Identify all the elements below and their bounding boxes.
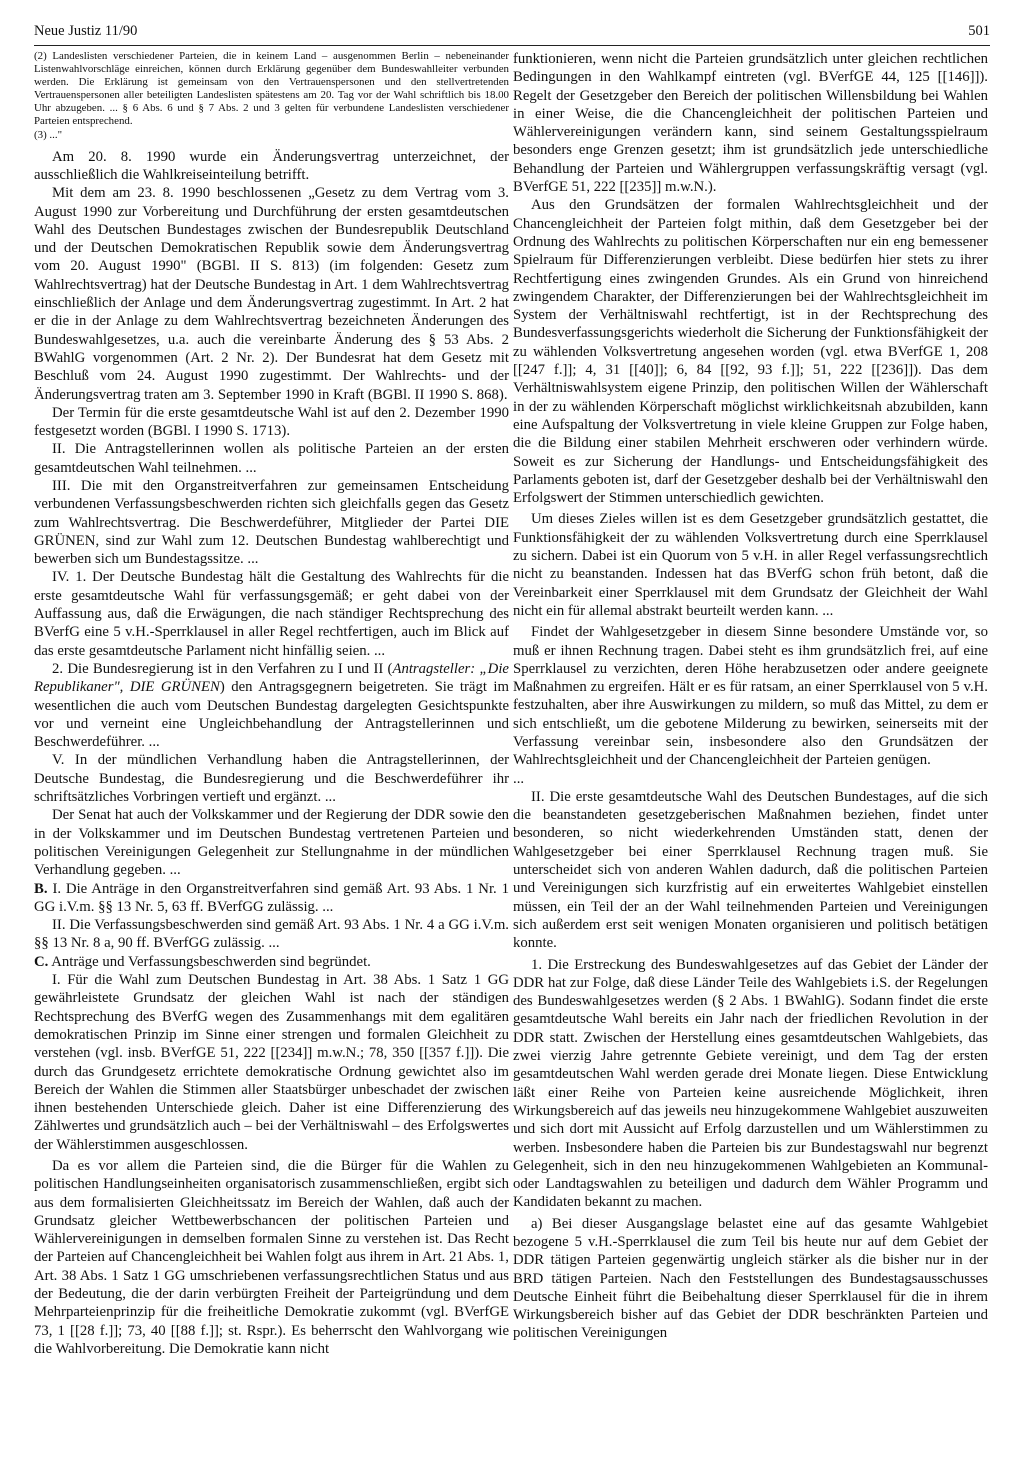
text-run: 2. Die Bundesregierung ist in den Verfahren zu I und II ( <box>52 660 393 677</box>
paragraph: III. Die mit den Organstreitverfahren zur gemeinsamen Entscheidung verbundenen Verfassungsbeschwerden richten sich gleichfalls gegen das Gesetz zum Wahlrechtsvertrag. Die Beschwerdeführer, Mitglieder der Partei DIE GRÜNEN, sind zur Wahl zum 12. Deutschen Bundestag wahlberechtigt und bewerben sich um Bundestagssitze. ... <box>34 478 509 568</box>
section-label: C. <box>34 953 49 970</box>
footnote-block <box>34 50 509 142</box>
paragraph <box>34 953 509 971</box>
footnote-3: (3) ..." <box>34 128 63 141</box>
paragraph: Findet der Wahlgesetzgeber in diesem Sinne besondere Umstände vor, so muß er ihnen Rechnung tragen. Dabei steht es ihm grundsätzlich frei, auf eine Sperrklausel zu verzichten, deren Höhe herabzusetzen oder andere geeignete Maßnahmen zu ergreifen. Hält er es für ratsam, an einer Sperrklausel von 5 v.H. festzuhalten, aber ihre Auswirkungen zu mildern, so muß das Mittel, zu dem er sich entschließt, um die gebotene Milderung zu bewirken, seinerseits mit der Verfassung vereinbar sein, insbesondere also den Grundsätzen der Wahlrechtsgleichheit und der Chancengleichheit der Parteien genügen. <box>513 624 988 769</box>
paragraph: II. Die erste gesamtdeutsche Wahl des Deutschen Bundestages, auf die sich die beanstandeten gesetzgeberischen Maßnahmen beziehen, findet unter besonderen, so nicht wiederkehrenden Umständen statt, denen der Wahlgesetzgeber bei einer Sperrklausel Rechnung tragen muß. Sie unterscheidet sich von anderen Wahlen dadurch, daß die politischen Parteien und Vereinigungen sich kurzfristig auf ein erweitertes Wahlgebiet einstellen müssen, ein Teil der an der Wahl teilnehmenden Parteien und Vereinigungen sich außerdem erst seit wenigen Monaten organisieren und politisch betätigen konnte. <box>513 788 988 952</box>
paragraph: Am 20. 8. 1990 wurde ein Änderungsvertrag unterzeichnet, der ausschließlich die Wahlkreiseinteilung betrifft. <box>34 148 509 183</box>
left-column <box>34 50 509 1358</box>
right-column <box>513 50 988 1343</box>
paragraph: Mit dem am 23. 8. 1990 beschlossenen „Gesetz zu dem Vertrag vom 3. August 1990 zur Vorbereitung und Durchführung der ersten gesamtdeutschen Wahl des Deutschen Bundestages zwischen der Bundesrepublik Deutschland und der Deutschen Demokratischen Republik sowie dem Änderungsvertrag vom 20. August 1990" (BGBl. II S. 813) (im folgenden: Gesetz zum Wahlrechtsvertrag) hat der Deutsche Bundestag in Art. 1 dem Wahlrechtsvertrag einschließlich der Anlage und dem Änderungsvertrag zugestimmt. In Art. 2 hat er die in der Anlage zu dem Wahlrechtsvertrag bezeichneten Änderungen des Bundeswahlgesetzes, u.a. auch die vereinbarte Änderung des § 53 Abs. 2 BWahlG vorgenommen (Art. 2 Nr. 2). Der Bundesrat hat dem Gesetz mit Beschluß vom 24. August 1990 zugestimmt. Der Wahlrechts- und der Änderungsvertrag traten am 3. September 1990 in Kraft (BGBl. II 1990 S. 868). <box>34 185 509 403</box>
footnote-2: (2) Landeslisten verschiedener Parteien, die in keinem Land – ausgenommen Berlin – nebeneinander Listenwahlvorschläge einreichen, können durch Erklärung gegenüber dem Bundeswahlleiter verbunden werden. Die Erklärung ist gemeinsam von den Vertrauenspersonen und den stellvertretenden Vertrauenspersonen aller beteiligten Landeslisten spätestens am 20. Tag vor der Wahl schriftlich bis 18.00 Uhr abzugeben. ... § 6 Abs. 6 und § 7 Abs. 2 und 3 gelten für verbundene Landeslisten verschiedener Parteien entsprechend. <box>34 50 509 128</box>
paragraph <box>34 660 509 751</box>
paragraph: II. Die Antragstellerinnen wollen als politische Parteien an der ersten gesamtdeutschen Wahl teilnehmen. ... <box>34 441 509 476</box>
paragraph: Aus den Grundsätzen der formalen Wahlrechtsgleichheit und der Chancengleichheit der Parteien folgt mithin, daß dem Gesetzgeber bei der Ordnung des Wahlrechts zu politischen Körperschaften nur ein eng bemessener Spielraum für Differenzierungen verbleibt. Diese bedürfen hier stets zu ihrer Rechtfertigung eines zwingenden Grundes. Als ein Grund von hinreichend zwingendem Charakter, der Differenzierungen bei der Wahlrechtsgleichheit im System der Verhältniswahl rechtfertigt, ist in der Rechtsprechung des Bundesverfassungsgerichts wiederholt die Sicherung der Funktionsfähigkeit der zu wählenden Volksvertretung angesehen worden (vgl. etwa BVerfGE 1, 208 [[247 f.]]; 4, 31 [[40]]; 6, 84 [[92, 93 f.]]; 51, 222 [[236]]). Das dem Verhältniswahlsystem eigene Prinzip, den politischen Willen der Wählerschaft in der zu wählenden Körperschaft möglichst wirklichkeitsnah abzubilden, kann eine Aufspaltung der Volksvertretung in viele kleine Gruppen zur Folge haben, die die Bildung einer stabilen Mehrheit erschweren oder verhindern würde. Soweit es zur Sicherung der Handlungs- und Entscheidungsfähigkeit des Parlaments geboten ist, darf der Gesetzgeber deshalb bei der Verhältniswahl den Erfolgswert der Stimmen unterschiedlich gewichten. <box>513 197 988 507</box>
paragraph: V. In der mündlichen Verhandlung haben die Antragstellerinnen, der Deutsche Bundestag, die Bundesregierung und die Beschwerdeführer ihr schriftsätzliches Vorbringen vertieft und ergänzt. ... <box>34 752 509 806</box>
paragraph: Da es vor allem die Parteien sind, die die Bürger für die Wahlen zu politischen Handlungseinheiten organisatorisch zusammenschließen, ergibt sich aus dem formalisierten Gleichheitssatz im Bereich der Wahlen, daß auch der Grundsatz gleicher Wettbewerbschancen der politischen Parteien und Wählervereinigungen in demselben formalen Sinne zu verstehen ist. Das Recht der Parteien auf Chancengleichheit bei Wahlen folgt aus ihrem in Art. 21 Abs. 1, Art. 38 Abs. 1 Satz 1 GG umschriebenen verfassungsrechtlichen Status und aus der Bedeutung, die der darin verbürgten Freiheit der Parteigründung und dem Mehrparteienprinzip für die freiheitliche Demokratie zukommt (vgl. BVerfGE 73, 1 [[28 f.]]; 73, 40 [[88 f.]]; st. Rspr.). Es beherrscht den Wahlvorgang wie die Wahlvorbereitung. Die Demokratie kann nicht <box>34 1157 509 1357</box>
italic-text: Antragsteller: „Die Republikaner", DIE GRÜNEN <box>34 660 509 696</box>
paragraph: 1. Die Erstreckung des Bundeswahlgesetzes auf das Gebiet der Länder der DDR hat zur Folge, daß diese Länder Teile des Wahlgebiets i.S. der Regelungen des Bundeswahlgesetzes werden (§ 2 Abs. 1 BWahlG). Sodann findet die erste gesamtdeutsche Wahl bereits ein Jahr nach der friedlichen Revolution in der DDR statt. Zwischen der Herstellung eines gesamtdeutschen Wahlgebiets, das zwei vierzig Jahre getrennte Gebiete vereinigt, und dem Tag der ersten gesamtdeutschen Wahl werden gerade drei Monate liegen. Diese Entwicklung läßt einer Reihe von Parteien keine ausreichende Möglichkeit, ihren Wirkungsbereich auf das jeweils neu hinzugekommene Wahlgebiet auszuweiten und sich dort mit Aussicht auf Erfolg darzustellen und um Wählerstimmen zu werben. Insbesondere haben die Parteien bis zur Bundestagswahl nur begrenzt Gelegenheit, sich in den neu hinzugekommenen Wahlgebieten an Kommunal- oder Landtagswahlen zu beteiligen und dadurch dem Wähler Programm und Kandidaten bekannt zu machen. <box>513 956 988 1211</box>
journal-title: Neue Justiz 11/90 <box>34 23 138 39</box>
paragraph: Der Termin für die erste gesamtdeutsche Wahl ist auf den 2. Dezember 1990 festgesetzt worden (BGBl. I 1990 S. 1713). <box>34 404 509 440</box>
paragraph-dots: ... <box>513 770 525 787</box>
paragraph: Um dieses Zieles willen ist es dem Gesetzgeber grundsätzlich gestattet, die Funktionsfähigkeit der zu wählenden Volksvertretung durch eine Sperrklausel zu sichern. Dabei ist ein Quorum von 5 v.H. in aller Regel verfassungsrechtlich nicht zu beanstanden. Indessen hat das BVerfG schon früh betont, daß die Vereinbarkeit einer Sperrklausel mit dem Grundsatz der Gleichheit der Wahl nicht ein für allemal abstrakt beurteilt werden kann. ... <box>513 511 988 619</box>
text-run: Anträge und Verfassungsbeschwerden sind begründet. <box>51 953 371 970</box>
paragraph: Der Senat hat auch der Volkskammer und der Regierung der DDR sowie den in der Volkskammer und im Deutschen Bundestag vertretenen Parteien und politischen Vereinigungen Gelegenheit zur Stellungnahme in der mündlichen Verhandlung gegeben. ... <box>34 807 509 879</box>
text-run: I. Die Anträge in den Organstreitverfahren sind gemäß Art. 93 Abs. 1 Nr. 1 GG i.V.m. §§ 13 Nr. 5, 63 ff. BVerfGG zulässig. ... <box>34 880 510 915</box>
paragraph: II. Die Verfassungsbeschwerden sind gemäß Art. 93 Abs. 1 Nr. 4 a GG i.V.m. §§ 13 Nr. 8 a, 90 ff. BVerfGG zulässig. ... <box>34 917 509 952</box>
section-label: B. <box>34 880 48 897</box>
running-header <box>34 20 990 42</box>
paragraph <box>34 880 509 917</box>
header-rule <box>34 45 990 46</box>
page-number: 501 <box>968 23 990 39</box>
paragraph: funktionieren, wenn nicht die Parteien grundsätzlich unter gleichen rechtlichen Bedingungen in den Wahlkampf eintreten (vgl. BVerfGE 44, 125 [[146]]). Regelt der Gesetzgeber den Bereich der politischen Willensbildung bei Wahlen in einer Weise, die die Chancengleichheit der politischen Parteien und Wählervereinigungen verändern kann, sind seinem Gestaltungsspielraum besonders enge Grenzen gesetzt; ihm ist grundsätzlich jede unterschiedliche Behandlung der Parteien und Wählergruppen verfassungskräftig versagt (vgl. BVerfGE 51, 222 [[235]] m.w.N.). <box>513 51 988 196</box>
paragraph: I. Für die Wahl zum Deutschen Bundestag in Art. 38 Abs. 1 Satz 1 GG gewährleistete Grundsatz der gleichen Wahl ist nach der ständigen Rechtsprechung des BVerfG wegen des Zusammenhangs mit dem egalitären demokratischen Prinzip im Sinne einer strengen und formalen Gleichheit zu verstehen (vgl. insb. BVerfGE 51, 222 [[234]] m.w.N.; 78, 350 [[357 f.]]). Die durch das Grundgesetz errichtete demokratische Ordnung gewichtet also im Bereich der Wahlen die Stimmen aller Staatsbürger unbeschadet der zwischen ihnen bestehenden Unterschiede gleich. Daher ist eine Differenzierung des Zählwertes und grundsätzlich auch – bei der Verhältniswahl – des Erfolgswertes der Wählerstimmen ausgeschlossen. <box>34 972 509 1153</box>
paragraph: a) Bei dieser Ausgangslage belastet eine auf das gesamte Wahlgebiet bezogene 5 v.H.-Sperrklausel die zum Teil bis heute nur auf dem Gebiet der DDR tätigen Parteien gegenwärtig ungleich stärker als die bisher nur in der BRD tätigen Parteien. Nach den Feststellungen des Bundestagsausschusses Deutsche Einheit führt die Beibehaltung dieser Sperrklausel für die in ihrem Wirkungsbereich bisher auf das Gebiet der DDR beschränkten Parteien und politischen Vereinigungen <box>513 1215 988 1342</box>
text-run: ) den Antragsgegnern beigetreten. Sie trägt im wesentlichen die auch vom Deutschen Bundestag dargelegten Gesichtspunkte vor und verneint eine Ungleichbehandlung der Antragstellerinnen und Beschwerdeführer. ... <box>34 679 509 751</box>
paragraph: IV. 1. Der Deutsche Bundestag hält die Gestaltung des Wahlrechts für die erste gesamtdeutsche Wahl für verfassungsgemäß; er geht dabei von der Auffassung aus, daß die Erwägungen, die nach ständiger Rechtsprechung des BVerfG eine 5 v.H.-Sperrklausel in aller Regel rechtfertigen, auch im Blick auf das erste gesamtdeutsche Parlament nicht hinfällig seien. ... <box>34 569 509 659</box>
